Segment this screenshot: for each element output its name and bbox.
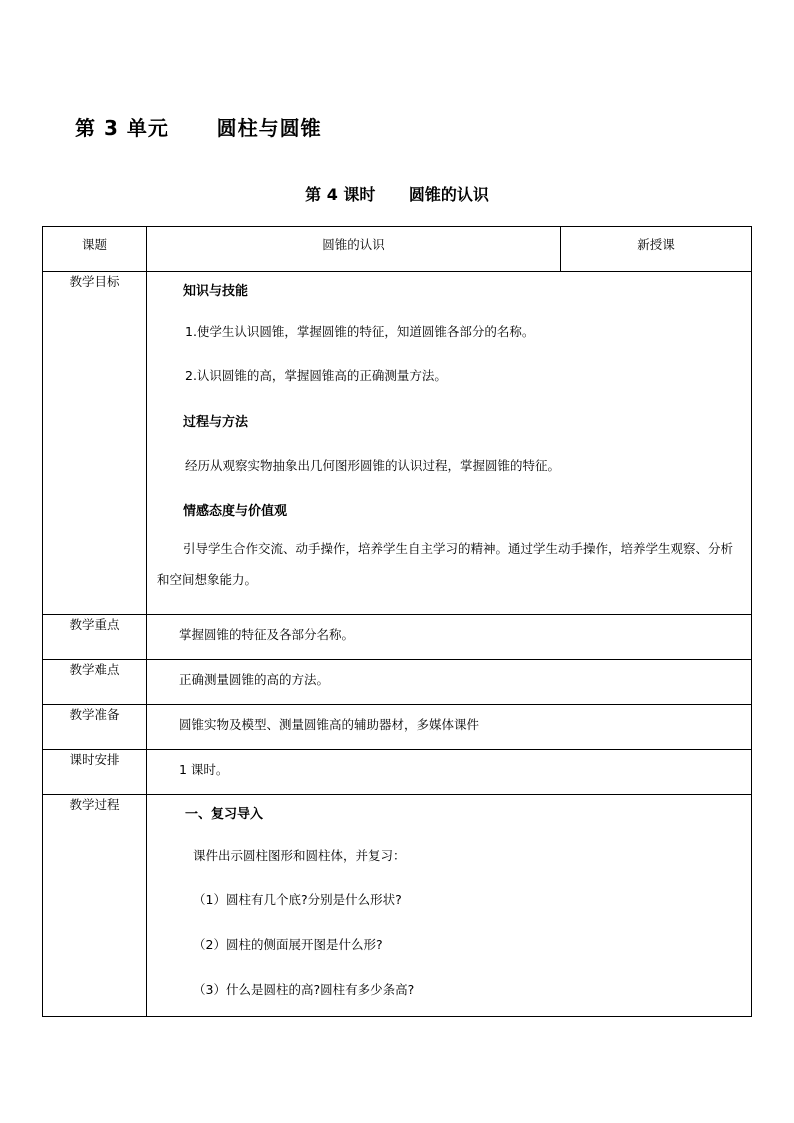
objectives-section3-title: 情感态度与价值观 [183,504,288,519]
lesson-title: 第 4 课时 圆锥的认识 [305,185,489,204]
preparation-label: 教学准备 [43,705,147,750]
lesson-type: 新授课 [637,237,675,252]
objectives-item2: 2.认识圆锥的高，掌握圆锥高的正确测量方法。 [185,368,447,383]
topic-label: 课题 [81,237,107,252]
process-intro: 课件出示圆柱图形和圆柱体，并复习： [193,848,406,863]
schedule-row [43,750,752,795]
objectives-content [147,272,752,615]
objectives-section2-title: 过程与方法 [183,415,249,430]
unit-title: 第 3 单元 圆柱与圆锥 [75,116,322,140]
process-row [43,795,752,1017]
key-points-text: 掌握圆锥的特征及各部分名称。 [179,627,355,642]
objectives-item3: 经历从观察实物抽象出几何图形圆锥的认识过程，掌握圆锥的特征。 [185,458,561,473]
objectives-item1: 1.使学生认识圆锥，掌握圆锥的特征，知道圆锥各部分的名称。 [185,324,535,339]
difficulties-label: 教学难点 [43,660,147,705]
lesson-type-cell [561,227,752,272]
key-points-row [43,615,752,660]
preparation-cell [147,705,752,750]
lesson-plan-table [42,226,752,1017]
process-question-3: （3）什么是圆柱的高?圆柱有多少条高? [193,982,415,997]
objectives-section1-title: 知识与技能 [183,284,249,299]
topic-row [43,227,752,272]
objectives-label: 教学目标 [43,272,147,615]
schedule-label: 课时安排 [43,750,147,795]
difficulties-text: 正确测量圆锥的高的方法。 [179,672,330,687]
preparation-row [43,705,752,750]
topic-value: 圆锥的认识 [322,237,385,252]
process-content [147,795,752,1017]
topic-label-cell [43,227,147,272]
process-label: 教学过程 [43,795,147,1017]
process-question-2: （2）圆柱的侧面展开图是什么形? [193,937,383,952]
key-points-cell [147,615,752,660]
objectives-row [43,272,752,615]
difficulties-row [43,660,752,705]
process-question-1: （1）圆柱有几个底?分别是什么形状? [193,892,402,907]
process-section-title: 一、复习导入 [185,807,264,822]
objectives-item4: 引导学生合作交流、动手操作，培养学生自主学习的精神。通过学生动手操作，培养学生观察、分析和空间想象能力。 [157,541,734,587]
schedule-text: 1 课时。 [179,762,229,777]
schedule-cell [147,750,752,795]
difficulties-cell [147,660,752,705]
topic-value-cell [147,227,561,272]
key-points-label: 教学重点 [43,615,147,660]
preparation-text: 圆锥实物及模型、测量圆锥高的辅助器材，多媒体课件 [179,717,480,732]
